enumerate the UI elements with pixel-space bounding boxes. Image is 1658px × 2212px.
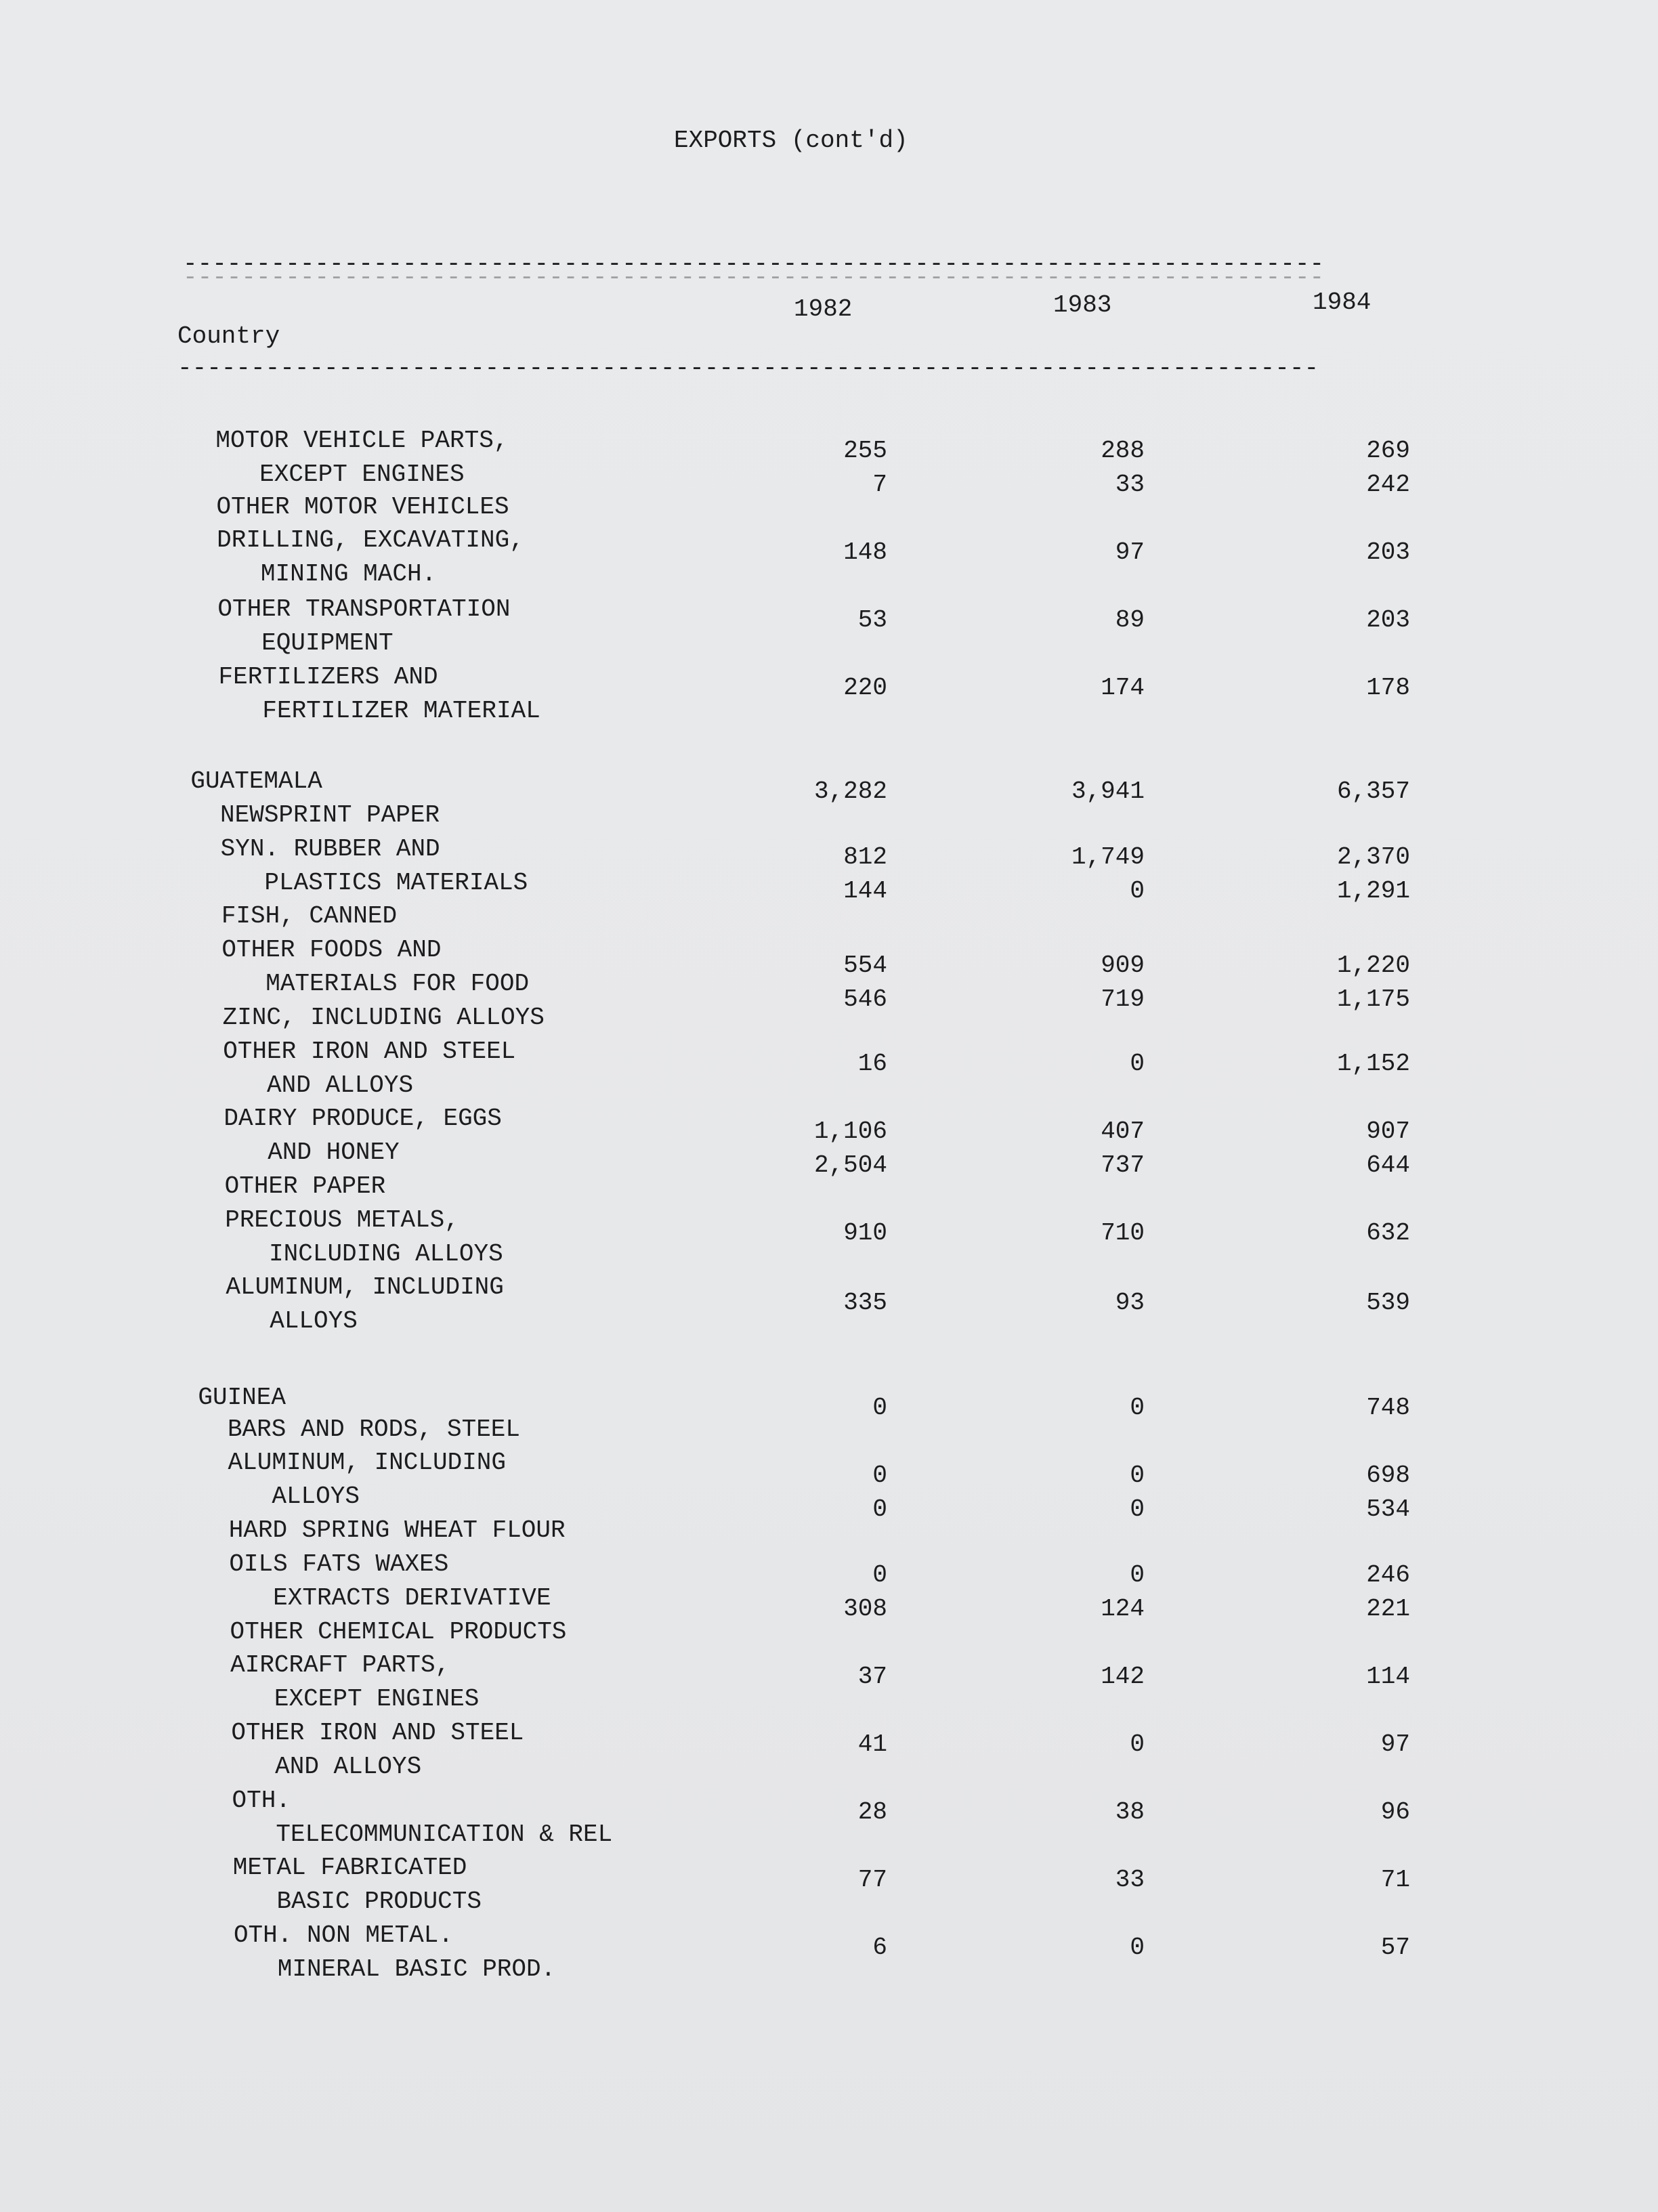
commodity-label: HARD SPRING WHEAT FLOUR	[228, 1516, 566, 1545]
commodity-label: DRILLING, EXCAVATING,	[217, 526, 524, 555]
value-1984: 1,220	[1336, 952, 1410, 979]
value-1984: 246	[1366, 1561, 1410, 1589]
commodity-label: OTHER MOTOR VEHICLES	[216, 492, 509, 521]
commodity-label: OTH.	[232, 1786, 291, 1814]
value-1984: 178	[1366, 674, 1410, 702]
value-1983: 0	[1130, 877, 1145, 905]
value-1983: 1,749	[1071, 843, 1145, 871]
value-1984: 221	[1366, 1595, 1410, 1623]
commodity-label: MATERIALS FOR FOOD	[221, 970, 530, 998]
value-1982: 3,282	[813, 778, 887, 805]
commodity-label: PRECIOUS METALS,	[225, 1206, 459, 1234]
value-1982: 0	[872, 1394, 887, 1422]
commodity-label: OTHER TRANSPORTATION	[217, 595, 511, 623]
commodity-label: ALLOYS	[228, 1483, 360, 1511]
value-1983: 0	[1130, 1462, 1145, 1489]
value-1983: 97	[1115, 538, 1145, 566]
header-rule-bottom	[177, 362, 1454, 375]
value-1984: 907	[1366, 1118, 1410, 1145]
value-1982: 37	[857, 1663, 887, 1690]
commodity-label: ZINC, INCLUDING ALLOYS	[222, 1003, 545, 1031]
commodity-label: EXCEPT ENGINES	[230, 1685, 480, 1714]
value-1982: 2,504	[813, 1151, 887, 1179]
value-1982: 148	[843, 538, 887, 566]
commodity-label: AND ALLOYS	[223, 1071, 414, 1099]
commodity-label: DAIRY PRODUCE, EGGS	[224, 1105, 502, 1133]
value-1982: 220	[843, 674, 887, 702]
value-1983: 3,941	[1071, 778, 1145, 805]
value-1983: 0	[1130, 1495, 1145, 1523]
value-1984: 269	[1366, 437, 1410, 465]
value-1982: 16	[857, 1050, 887, 1078]
value-1982: 910	[843, 1219, 887, 1247]
commodity-label: ALUMINUM, INCLUDING	[228, 1449, 506, 1477]
value-1984: 698	[1366, 1462, 1410, 1489]
value-1984: 242	[1366, 471, 1410, 498]
value-1983: 719	[1101, 985, 1145, 1013]
value-1982: 335	[843, 1289, 887, 1317]
value-1983: 124	[1101, 1595, 1145, 1623]
commodity-label: AND ALLOYS	[231, 1752, 422, 1781]
commodity-label: EXCEPT ENGINES	[215, 460, 465, 488]
value-1982: 308	[843, 1595, 887, 1623]
commodity-label: FERTILIZER MATERIAL	[218, 696, 540, 725]
value-1984: 57	[1380, 1934, 1410, 1961]
commodity-label: OTHER IRON AND STEEL	[223, 1037, 516, 1065]
value-1982: 28	[857, 1798, 887, 1826]
value-1983: 710	[1101, 1219, 1145, 1247]
value-1982: 812	[843, 843, 887, 871]
commodity-label: EXTRACTS DERIVATIVE	[229, 1583, 551, 1612]
commodity-label: MOTOR VEHICLE PARTS,	[215, 426, 509, 454]
value-1983: 0	[1130, 1561, 1145, 1589]
value-1982: 0	[872, 1462, 887, 1489]
commodity-label: EQUIPMENT	[217, 629, 394, 657]
value-1983: 93	[1115, 1289, 1145, 1317]
commodity-label: OTHER PAPER	[224, 1172, 386, 1200]
value-1982: 255	[843, 437, 887, 465]
commodity-label: NEWSPRINT PAPER	[220, 801, 440, 829]
value-1984: 97	[1380, 1730, 1410, 1758]
header-year-1983: 1983	[1053, 291, 1112, 319]
commodity-label: AND HONEY	[224, 1139, 400, 1167]
value-1982: 0	[872, 1495, 887, 1523]
value-1983: 407	[1101, 1118, 1145, 1145]
value-1984: 1,175	[1336, 985, 1410, 1013]
header-year-1982: 1982	[794, 295, 853, 323]
value-1983: 0	[1130, 1730, 1145, 1758]
header-country: Country	[177, 322, 280, 350]
value-1984: 114	[1366, 1663, 1410, 1690]
value-1983: 33	[1115, 471, 1145, 498]
value-1984: 203	[1366, 538, 1410, 566]
value-1984: 748	[1366, 1394, 1410, 1422]
value-1984: 539	[1366, 1289, 1410, 1317]
value-1983: 0	[1130, 1394, 1145, 1422]
value-1983: 33	[1115, 1866, 1145, 1894]
value-1984: 96	[1380, 1798, 1410, 1826]
commodity-label: FISH, CANNED	[221, 902, 398, 931]
commodity-label: OTHER FOODS AND	[221, 936, 442, 964]
value-1984: 1,152	[1336, 1050, 1410, 1078]
value-1984: 6,357	[1336, 778, 1410, 805]
commodity-label: OILS FATS WAXES	[229, 1550, 449, 1578]
value-1983: 288	[1101, 437, 1145, 465]
commodity-label: AIRCRAFT PARTS,	[230, 1651, 450, 1680]
value-1983: 0	[1130, 1050, 1145, 1078]
value-1984: 1,291	[1336, 877, 1410, 905]
value-1983: 909	[1101, 952, 1145, 979]
value-1982: 554	[843, 952, 887, 979]
page-title: EXPORTS (cont'd)	[674, 127, 908, 154]
commodity-label: TELECOMMUNICATION & REL	[232, 1820, 613, 1848]
commodity-label: BARS AND RODS, STEEL	[227, 1415, 521, 1443]
value-1984: 2,370	[1336, 843, 1410, 871]
commodity-label: ALUMINUM, INCLUDING	[226, 1273, 504, 1302]
value-1982: 41	[857, 1730, 887, 1758]
commodity-label: BASIC PRODUCTS	[232, 1888, 482, 1916]
value-1983: 0	[1130, 1934, 1145, 1961]
value-1982: 144	[843, 877, 887, 905]
value-1982: 77	[857, 1866, 887, 1894]
value-1984: 203	[1366, 606, 1410, 634]
value-1983: 38	[1115, 1798, 1145, 1826]
value-1983: 89	[1115, 606, 1145, 634]
value-1983: 142	[1101, 1663, 1145, 1690]
value-1984: 632	[1366, 1219, 1410, 1247]
commodity-label: MINERAL BASIC PROD.	[233, 1955, 556, 1983]
commodity-label: OTH. NON METAL.	[233, 1921, 453, 1949]
value-1982: 546	[843, 985, 887, 1013]
header-rule-top-2	[183, 271, 1449, 284]
value-1982: 1,106	[813, 1118, 887, 1145]
value-1983: 737	[1101, 1151, 1145, 1179]
country-name: GUINEA	[198, 1383, 286, 1411]
commodity-label: METAL FABRICATED	[232, 1854, 467, 1882]
country-name: GUATEMALA	[190, 767, 322, 796]
commodity-label: FERTILIZERS AND	[218, 662, 438, 691]
header-rule-top	[183, 257, 1449, 271]
commodity-label: OTHER IRON AND STEEL	[231, 1718, 524, 1747]
commodity-label: OTHER CHEMICAL PRODUCTS	[230, 1617, 567, 1646]
commodity-label: MINING MACH.	[217, 560, 437, 589]
value-1982: 53	[857, 606, 887, 634]
commodity-label: INCLUDING ALLOYS	[225, 1239, 503, 1268]
value-1982: 7	[872, 471, 887, 498]
value-1982: 0	[872, 1561, 887, 1589]
value-1984: 644	[1366, 1151, 1410, 1179]
value-1982: 6	[872, 1934, 887, 1961]
commodity-label: SYN. RUBBER AND	[220, 834, 440, 863]
header-year-1984: 1984	[1313, 289, 1372, 316]
value-1984: 534	[1366, 1495, 1410, 1523]
commodity-label: PLASTICS MATERIALS	[220, 868, 528, 897]
value-1984: 71	[1380, 1866, 1410, 1894]
value-1983: 174	[1101, 674, 1145, 702]
commodity-label: ALLOYS	[226, 1307, 358, 1336]
